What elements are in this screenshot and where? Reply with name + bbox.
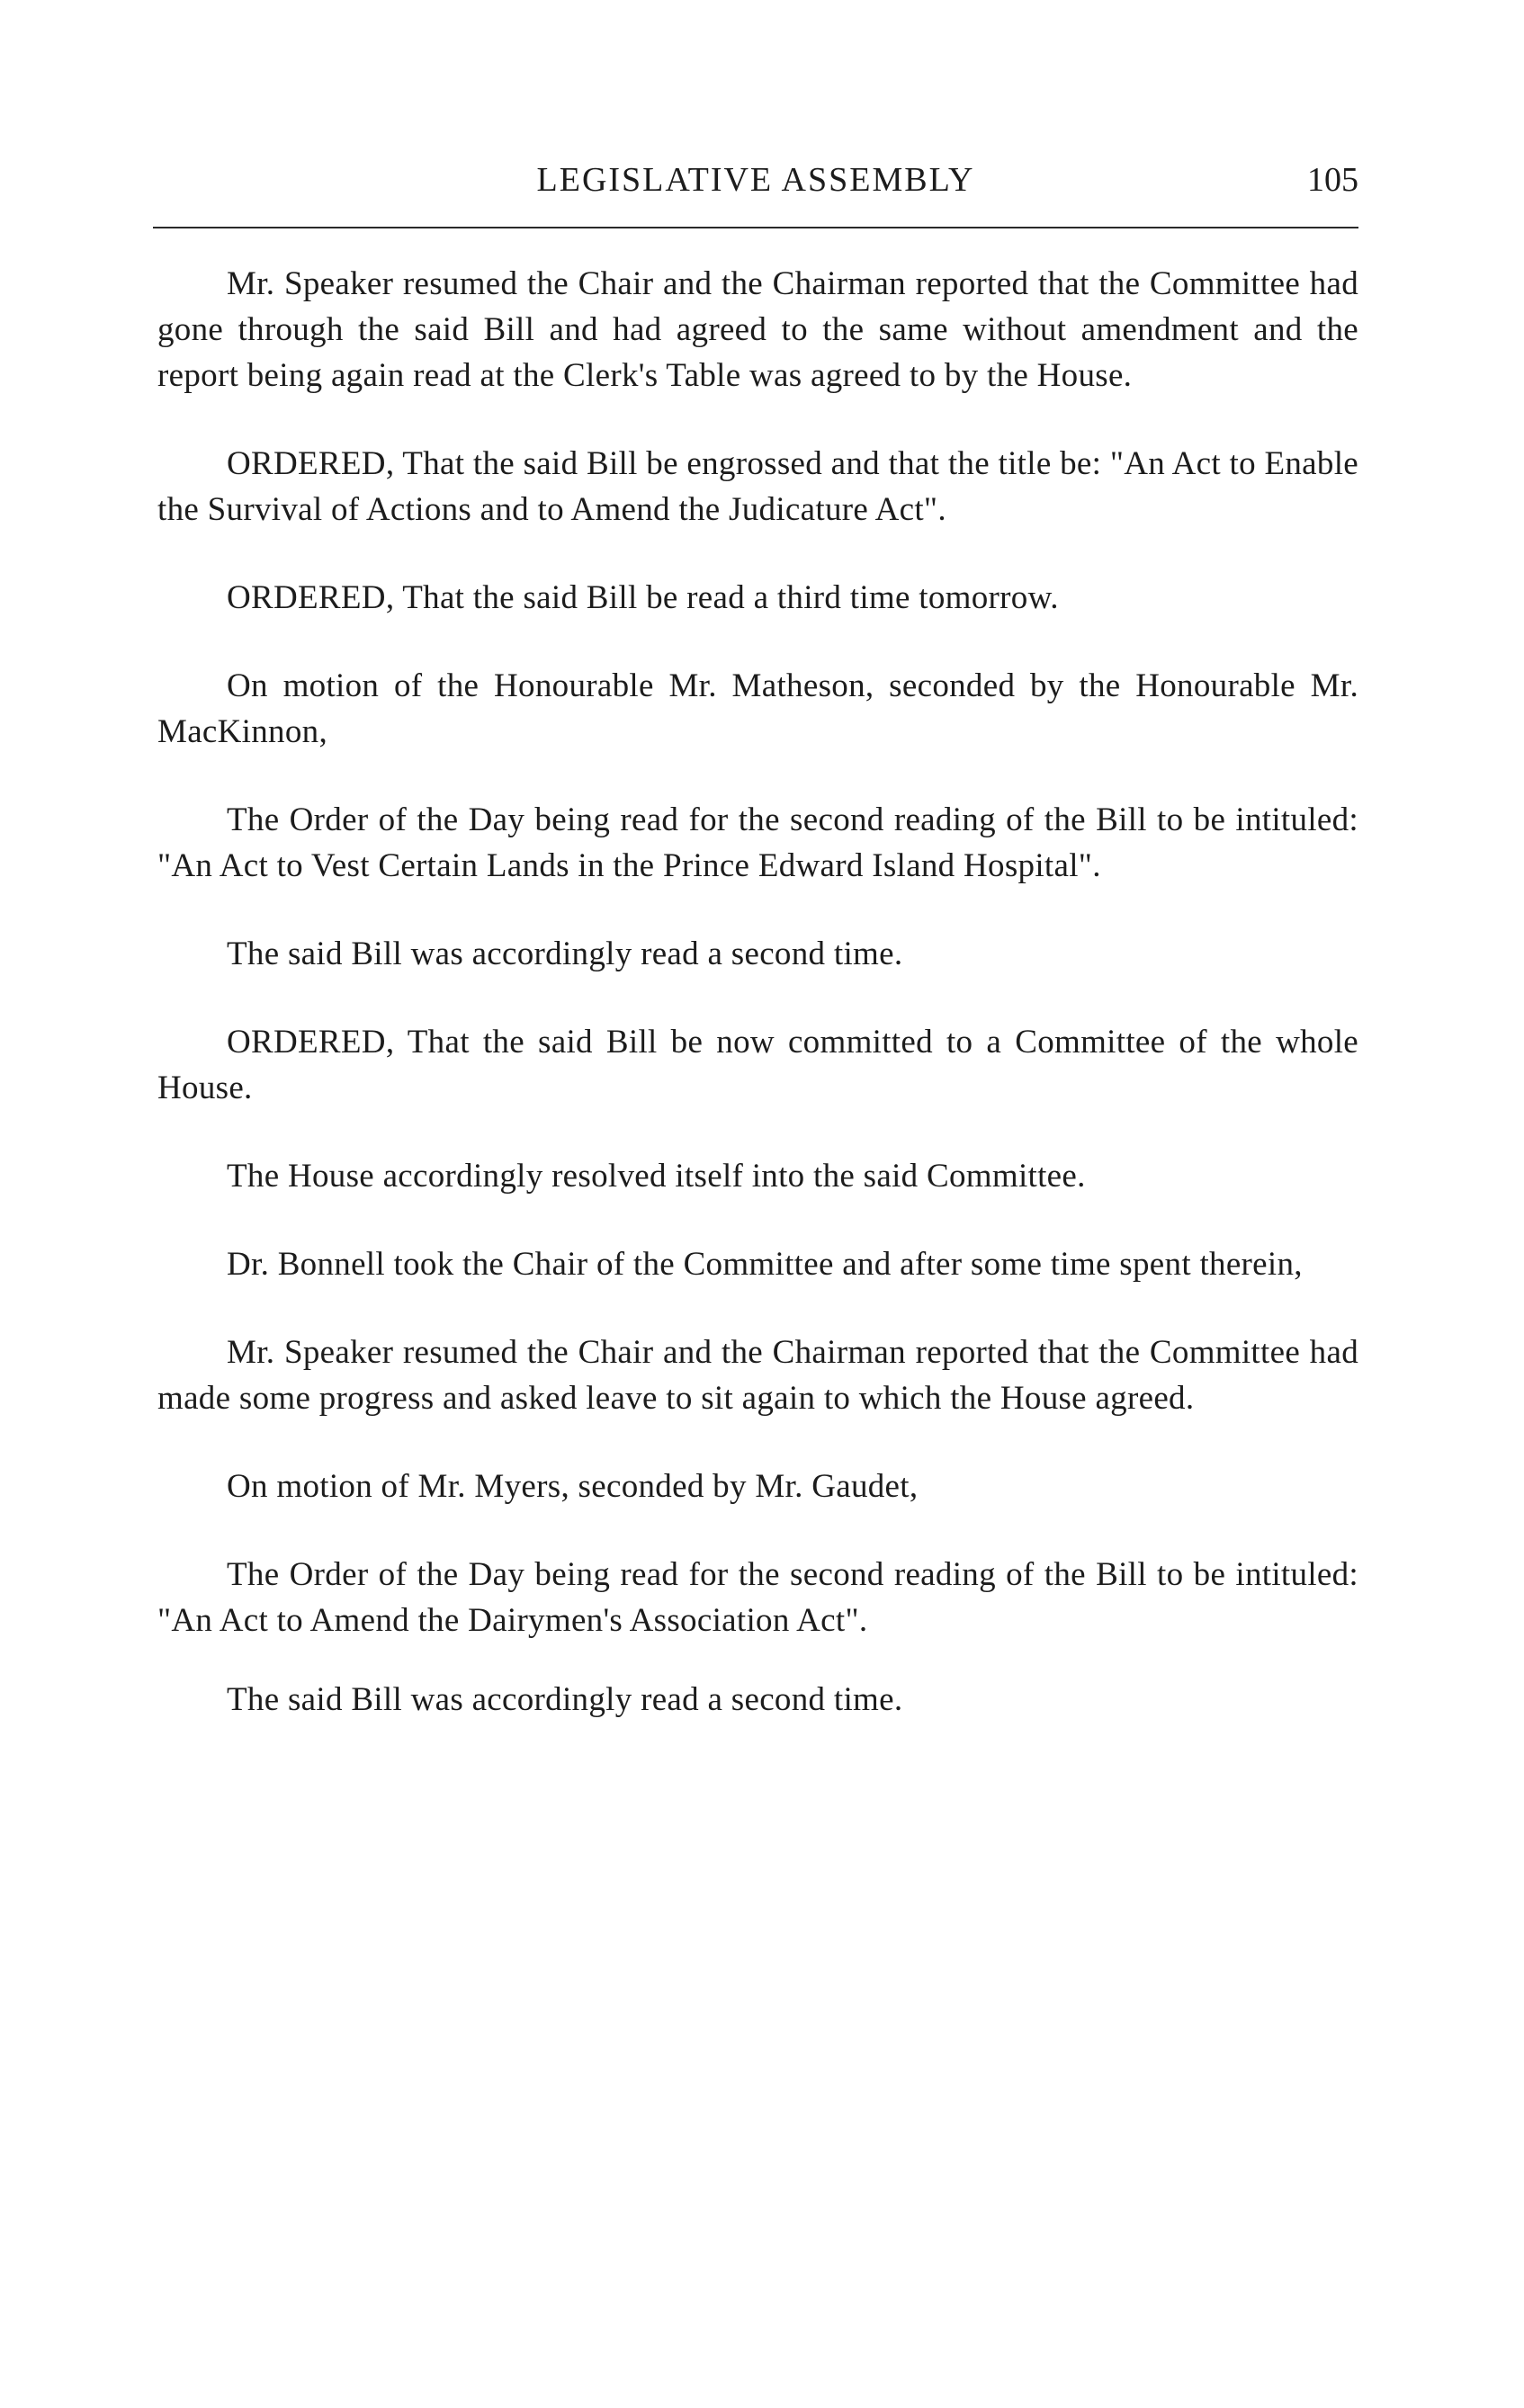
paragraph: The said Bill was accordingly read a second time. bbox=[227, 935, 903, 972]
paragraph: The House accordingly resolved itself into the said Committee. bbox=[227, 1158, 1086, 1195]
paragraph: On motion of the Honourable Mr. Matheson, seconded by the Honourable Mr. MacKinnon, bbox=[157, 667, 1358, 750]
paragraph: Dr. Bonnell took the Chair of the Committee and after some time spent therein, bbox=[227, 1246, 1303, 1283]
paragraph: On motion of Mr. Myers, seconded by Mr. Gaudet, bbox=[227, 1468, 919, 1505]
paragraph: ORDERED, That the said Bill be now committed to a Committee of the whole House. bbox=[157, 1024, 1358, 1106]
paragraph: The Order of the Day being read for the second reading of the Bill to be intituled: "An Act to Amend the Dairymen's Association Act". bbox=[157, 1556, 1358, 1639]
page-number: 105 bbox=[1307, 161, 1358, 199]
paragraph: The said Bill was accordingly read a second time. bbox=[227, 1681, 903, 1718]
paragraph: Mr. Speaker resumed the Chair and the Chairman reported that the Committee had made some progress and asked leave to sit again to which the House agreed. bbox=[157, 1334, 1358, 1417]
paragraph: ORDERED, That the said Bill be engrossed and that the title be: "An Act to Enable the Survival of Actions and to Amend the Judicature Act". bbox=[157, 445, 1358, 528]
body-text bbox=[157, 261, 1358, 1723]
paragraph: The Order of the Day being read for the second reading of the Bill to be intituled: "An Act to Vest Certain Lands in the Prince Edward Island Hospital". bbox=[157, 801, 1358, 884]
paragraph: Mr. Speaker resumed the Chair and the Chairman reported that the Committee had gone through the said Bill and had agreed to the same without amendment and the report being again read at the Clerk's Table was agreed to by the House. bbox=[157, 265, 1358, 394]
running-title: LEGISLATIVE ASSEMBLY bbox=[536, 161, 975, 199]
header-rule bbox=[153, 227, 1358, 228]
running-header bbox=[153, 153, 1358, 207]
paragraph: ORDERED, That the said Bill be read a third time tomorrow. bbox=[227, 579, 1059, 616]
